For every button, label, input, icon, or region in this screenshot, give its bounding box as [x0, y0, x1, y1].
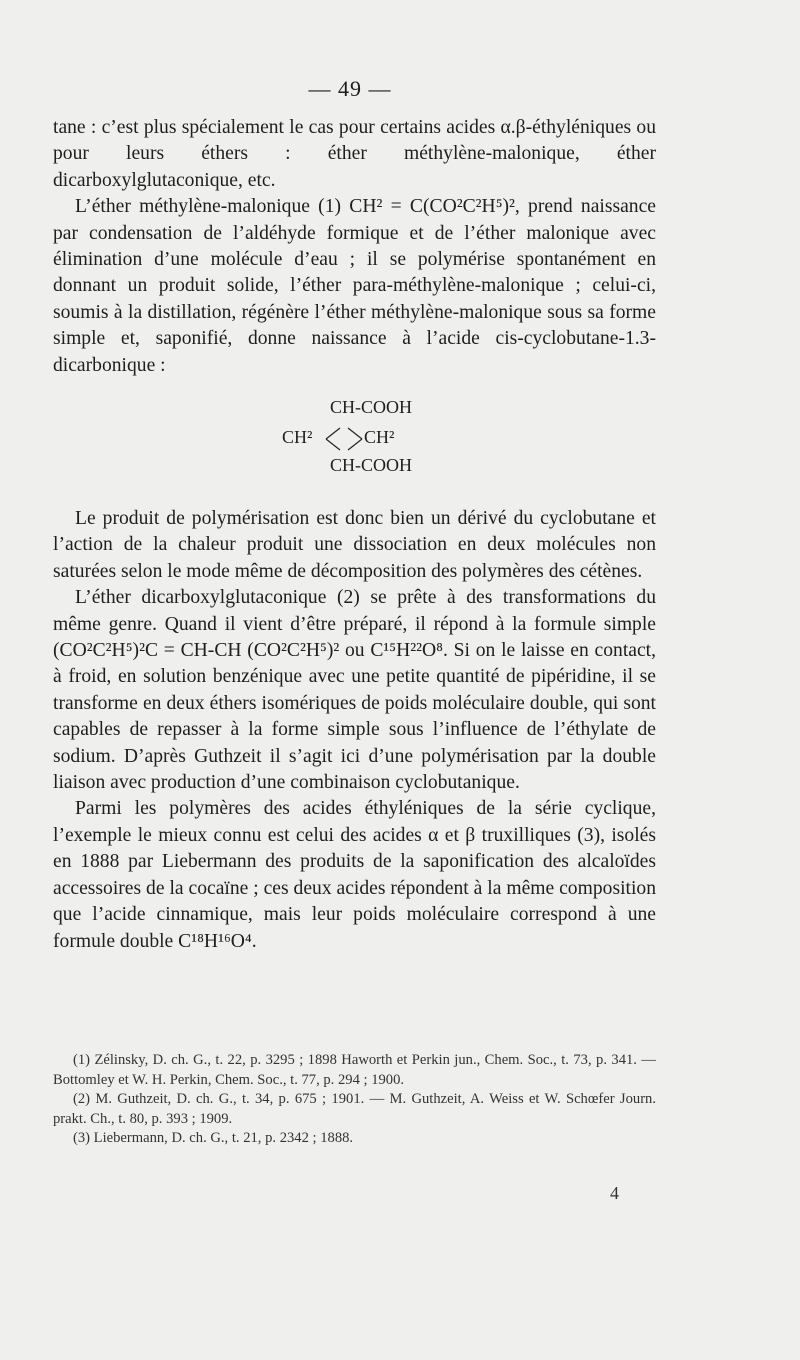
footnotes [53, 1051, 656, 1149]
footnote: (1) Zélinsky, D. ch. G., t. 22, p. 3295 ; 1898 Haworth et Perkin jun., Chem. Soc., t. 73, p. 341. — Bottomley et W. H. Perkin, Chem. Soc., t. 77, p. 294 ; 1900. [53, 1052, 656, 1088]
formula-left: CH² [282, 427, 313, 447]
footnote: (3) Liebermann, D. ch. G., t. 21, p. 2342 ; 1888. [73, 1130, 354, 1147]
bond-line [348, 428, 362, 439]
footnote: (2) M. Guthzeit, D. ch. G., t. 34, p. 675 ; 1901. — M. Guthzeit, A. Weiss et W. Schœfer Journ. prakt. Ch., t. 80, p. 393 ; 1909. [53, 1091, 656, 1127]
bond-line [326, 428, 340, 439]
paragraph: tane : c’est plus spécialement le cas pour certains acides α.β-éthyléniques ou pour leurs éthers : éther méthylène-malonique, éther dicarboxylglutaconique, etc. [53, 117, 656, 191]
formula-top: CH-COOH [330, 397, 413, 417]
formula-right: CH² [364, 427, 395, 447]
page-number: — 49 — [308, 76, 392, 101]
text-block-top [53, 115, 656, 379]
bond-line [348, 439, 362, 450]
formula-bottom: CH-COOH [330, 455, 413, 475]
paragraph: L’éther dicarboxylglutaconique (2) se prête à des transformations du même genre. Quand il vient d’être préparé, il répond à la formule simple (CO²C²H⁵)²C = CH-CH (CO²C²H⁵)² ou C¹⁵H²²O⁸. Si on le laisse en contact, à froid, en solution benzénique avec une petite quantité de pipéridine, il se transforme en deux éthers isomériques de poids moléculaire double, qui sont capables de repasser à la forme simple sous l’influence de l’éthylate de sodium. D’après Guthzeit il s’agit ici d’une polymérisation par la double liaison avec production d’une combinaison cyclobutanique. [53, 587, 656, 794]
signature-mark: 4 [610, 1183, 619, 1203]
paragraph: Parmi les polymères des acides éthyléniques de la série cyclique, l’exemple le mieux connu est celui des acides α et β truxilliques (3), isolés en 1888 par Liebermann des produits de la saponification des alcaloïdes accessoires de la cocaïne ; ces deux acides répondent à la même composition que l’acide cinnamique, mais leur poids moléculaire correspond à une formule double C¹⁸H¹⁶O⁴. [53, 798, 656, 952]
text-block-bottom [53, 506, 656, 955]
cyclobutane-formula [280, 397, 480, 481]
paragraph: L’éther méthylène-malonique (1) CH² = C(CO²C²H⁵)², prend naissance par condensation de l’aldéhyde formique et de l’éther malonique avec élimination d’une molécule d’eau ; il se polymérise spontanément en donnant un produit solide, l’éther para-méthylène-malonique ; celui-ci, soumis à la distillation, régénère l’éther méthylène-malonique sous sa forme simple et, saponifié, donne naissance à l’acide cis-cyclobutane-1.3-dicarbonique : [53, 196, 656, 376]
paragraph: Le produit de polymérisation est donc bien un dérivé du cyclobutane et l’action de la chaleur produit une dissociation en deux molécules non saturées selon le mode même de décomposition des polymères des cétènes. [53, 508, 656, 582]
bond-line [326, 439, 340, 450]
